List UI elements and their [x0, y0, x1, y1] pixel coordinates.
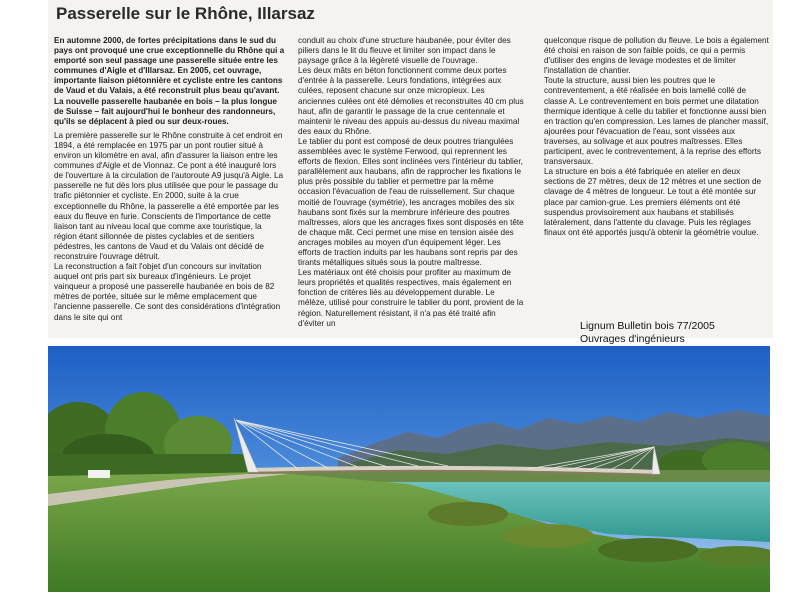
body-paragraph: La structure en bois a été fabriquée en atelier en deux sections de 27 mètres, deux de 12 mètres et une section de clavage de 4 mètres de longueur. Le tout a été montée sur place par camion-grue. Les premiers éléments ont été suspendus provisoirement aux haubans et stabilisés latéralement, dans l'attente du clavage. Puis les réglages finaux ont été apportés jusqu'à obtenir la géométrie voulue.: [544, 167, 762, 237]
text-column-2: [298, 36, 524, 329]
roadside-object: [88, 470, 110, 478]
body-paragraph: Toute la structure, aussi bien les poutres que le contreventement, a été réalisée en bois lamellé collé de classe A. Le contreventement en bois permet une dilatation thermique identique à celle du tablier et fonctionne aussi bien en traction qu'en compression. Les lames de plancher massif, ajourées pour l'évacuation de l'eau, sont vissées aux traverses, au solivage et aux poutres maîtresses. Elles participent, avec le contreventement, à la reprise des efforts transversaux.: [544, 76, 769, 167]
body-paragraph: Les deux mâts en béton fonctionnent comme deux portes d'entrée à la passerelle. Leurs fondations, intégrées aux culées, reposent chacune sur onze micropieux. Les anciennes culées ont été démolies et reconstruites 40 cm plus haut, afin de garantir le passage de la crue centennale et maintenir le niveau des appuis au-dessus du niveau maximal des eaux du Rhône.: [298, 66, 524, 136]
source-subcaption: Ouvrages d'ingénieurs: [580, 333, 685, 345]
bridge-photo: [48, 346, 770, 592]
body-paragraph: quelconque risque de pollution du fleuve. Le bois a également été choisi en raison de son faible poids, ce qui a permis d'utiliser des engins de levage modestes et de limiter l'installation de chantier.: [544, 36, 769, 76]
text-column-3: [544, 36, 770, 238]
body-paragraph: conduit au choix d'une structure haubanée, pour éviter des piliers dans le lit du fleuve et limiter son impact dans le paysage grâce à la légèreté visuelle de l'ouvrage.: [298, 36, 511, 66]
source-caption: Lignum Bulletin bois 77/2005: [580, 320, 715, 332]
body-paragraph: La première passerelle sur le Rhône construite à cet endroit en 1894, a été remplacée en 1975 par un pont routier situé à environ un kilomètre en aval, afin d'assurer la liaison entre les communes d'Aigle et de Vionnaz. Ce pont a été inauguré lors de l'ouverture à la circulation de l'autoroute A9 jusqu'à Aigle. La passerelle ne fut dès lors plus utilisée que pour le passage du trafic piétonnier et cycliste. En 2000, suite à la crue exceptionnelle du Rhône, la passerelle a été emportée par les eaux du fleuve en furie. Conscients de l'importance de cette liaison tant au niveau local que comme axe touristique, la région étant sillonnée de pistes cyclables et de sentiers pédestres, les cantons de Vaud et du Valais ont décidé de reconstruire l'ouvrage détruit.: [54, 130, 284, 261]
body-paragraph: Les matériaux ont été choisis pour profiter au maximum de leurs propriétés et qualités respectives, mais également en fonction de critères liés au développement durable. Le mélèze, utilisé pour construire le tablier du pont, provient de la région. Naturellement résistant, il n'a pas été traité afin d'éviter un: [298, 268, 524, 328]
bridge-illustration: [48, 346, 770, 592]
body-paragraph: Le tablier du pont est composé de deux poutres triangulées assemblées avec le système Ferwood, qui reprennent les efforts de flexion. Elles sont inclinées vers l'intérieur du tablier, parallèlement aux haubans, afin de rapprocher les fixations le plus près possible du tablier et permettre par la même occasion l'évacuation de l'eau de ruissellement. Sur chaque moitié de l'ouvrage (symétrie), les ancrages mobiles des six haubans sont fixés sur la membrure inférieure des poutres maîtresses, alors que les ancrages fixes sont disposés en tête de chaque mât. Ceci permet une mise en tension aisée des ancrages mobiles au moyen d'un équipement léger. Les efforts de traction induits par les haubans sont repris par des tirants métalliques situés sous la poutre maîtresse.: [298, 136, 524, 268]
article-title: Passerelle sur le Rhône, Illarsaz: [56, 4, 315, 23]
text-column-1: [54, 36, 286, 323]
body-paragraph: La reconstruction a fait l'objet d'un concours sur invitation auquel ont pris part six bureaux d'ingénieurs. Le projet vainqueur a proposé une passerelle haubanée en bois de 82 mètres de portée, située sur le même emplacement que l'ancienne passerelle. Ce sont des considérations d'intégration dans le site qui ont: [54, 262, 281, 322]
lead-paragraph: En automne 2000, de fortes précipitations dans le sud du pays ont provoqué une crue exceptionnelle du Rhône qui a emporté son seul passage une passerelle située entre les communes d'Aigle et d'Illarsaz. En 2005, cet ouvrage, importante liaison piétonnière et cycliste entre les cantons de Vaud et du Valais, a été reconstruit plus beau qu'avant. La nouvelle passerelle haubanée en bois – la plus longue de Suisse – fait aujourd'hui le bonheur des randonneurs, qu'ils se déplacent à pied ou sur deux-roues.: [54, 36, 285, 126]
